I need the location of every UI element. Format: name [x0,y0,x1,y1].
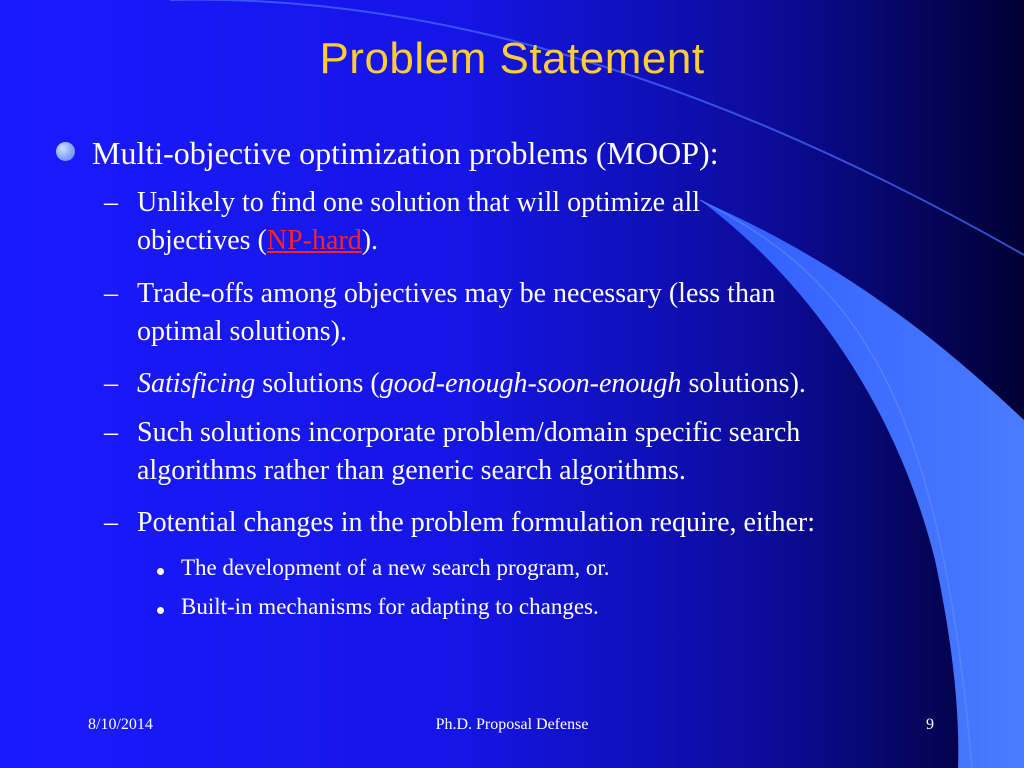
sub-item-2-line1: Trade-offs among objectives may be necessary (less than [137,278,776,309]
dash-marker: – [104,187,118,218]
sub-item-2 [137,275,967,351]
sub-sub-item-1: The development of a new search program, or. [181,555,610,580]
slide-number: 9 [926,716,934,733]
sub-item-4-line2: algorithms rather than generic search algorithms. [137,455,686,486]
sub-item-5 [137,504,967,542]
sub-item-2-line2: optimal solutions). [137,316,347,347]
sub-item-1-line1: Unlikely to find one solution that will optimize all [137,187,701,218]
dash-marker: – [104,278,118,309]
sub-item-1-suffix: ). [361,225,379,256]
round-bullet-icon [56,142,75,161]
np-hard-link[interactable]: NP-hard [266,225,362,256]
footer-date: 8/10/2014 [88,716,153,733]
main-bullet-text: Multi-objective optimization problems (MOOP): [92,135,719,171]
sub-sub-item-2: Built-in mechanisms for adapting to changes. [181,594,599,619]
small-bullet-icon [157,568,164,575]
dash-marker: – [104,417,118,448]
good-enough-term: good-enough-soon-enough [379,368,682,399]
slide-title: Problem Statement [319,34,705,83]
sub-item-4-line1: Such solutions incorporate problem/domain specific search [137,417,801,448]
small-bullet-icon [157,607,164,614]
satisficing-term: Satisficing [137,368,256,399]
dash-marker: – [104,507,118,538]
sub-item-3-end: solutions). [681,368,806,399]
dash-marker: – [104,368,118,399]
footer-title: Ph.D. Proposal Defense [435,716,589,733]
sub-item-1 [137,184,967,260]
sub-item-4 [137,414,967,490]
sub-item-5-line1: Potential changes in the problem formulation require, either: [137,507,816,538]
sub-item-1-prefix: objectives ( [137,225,267,256]
sub-item-3 [137,365,967,403]
sub-item-1-line2 [137,222,967,260]
sub-item-3-mid: solutions ( [255,368,380,399]
